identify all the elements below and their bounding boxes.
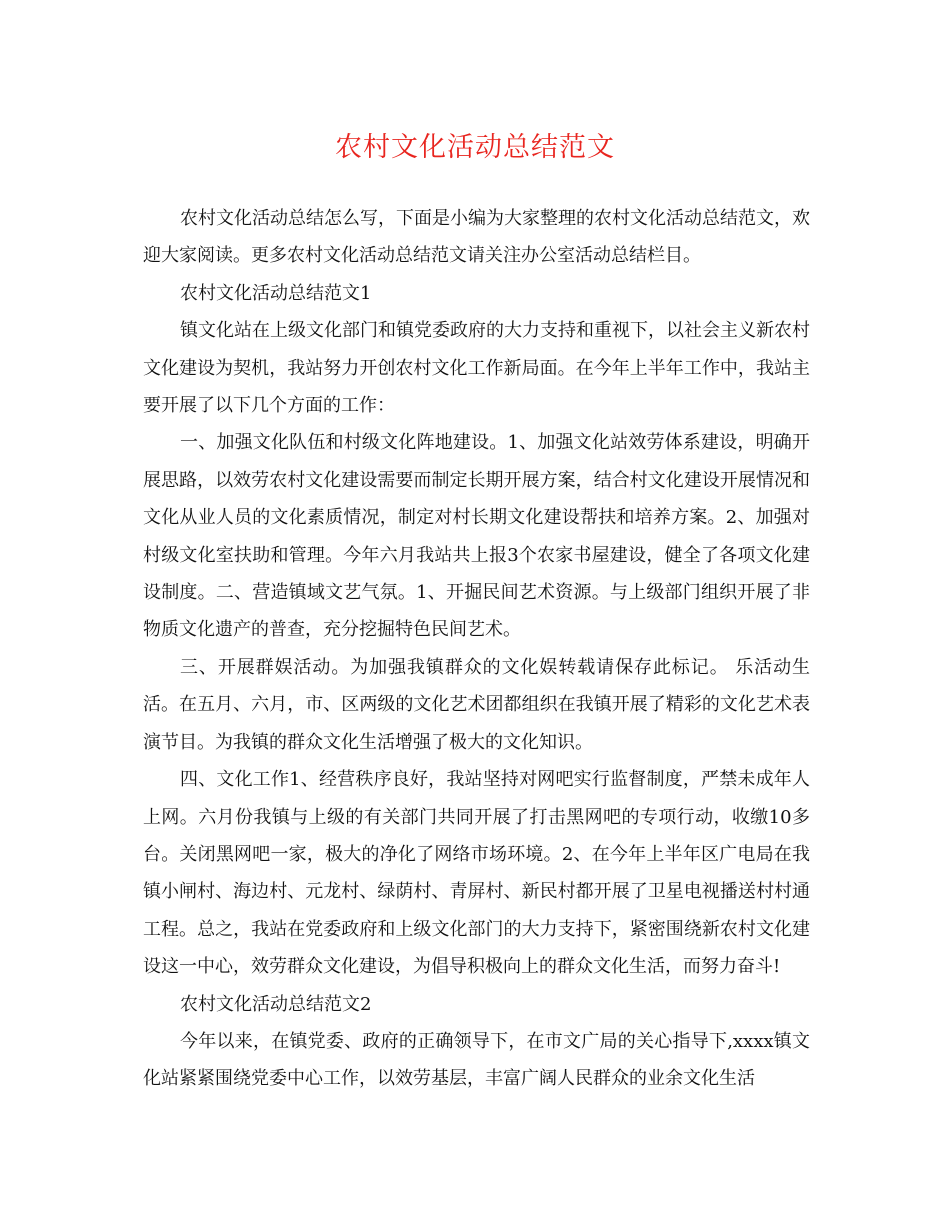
section-heading-1: 农村文化活动总结范文1 (180, 282, 372, 304)
document-title: 农村文化活动总结范文 (335, 132, 615, 163)
document-body (143, 200, 810, 1098)
paragraph-1-part-three: 三、开展群娱活动。为加强我镇群众的文化娱转载请保存此标记。 乐活动生活。在五月、六月，市、区两级的文化艺术团都组织在我镇开展了精彩的文化艺术表演节目。为我镇的群众文化生活增强了极大的文化知识。 (143, 656, 810, 753)
paragraph-1-part-one: 一、加强文化队伍和村级文化阵地建设。1、加强文化站效劳体系建设，明确开展思路，以效劳农村文化建设需要而制定长期开展方案，结合村文化建设开展情况和文化从业人员的文化素质情况，制定对村长期文化建设帮扶和培养方案。2、加强对村级文化室扶助和管理。今年六月我站共上报3个农家书屋建设，健全了各项文化建设制度。二、营造镇域文艺气氛。1、开掘民间艺术资源。与上级部门组织开展了非物质文化遗产的普查，充分挖掘特色民间艺术。 (143, 432, 810, 641)
section-heading-2: 农村文化活动总结范文2 (180, 993, 372, 1015)
paragraph-2-intro: 今年以来，在镇党委、政府的正确领导下，在市文广局的关心指导下,xxxx镇文化站紧紧围绕党委中心工作，以效劳基层，丰富广阔人民群众的业余文化生活 (143, 1030, 810, 1090)
paragraph-1-part-four: 四、文化工作1、经营秩序良好，我站坚持对网吧实行监督制度，严禁未成年人上网。六月份我镇与上级的有关部门共同开展了打击黑网吧的专项行动，收缴10多台。关闭黑网吧一家，极大的净化了网络市场环境。2、在今年上半年区广电局在我镇小闸村、海边村、元龙村、绿荫村、青屏村、新民村都开展了卫星电视播送村村通工程。总之，我站在党委政府和上级文化部门的大力支持下，紧密围绕新农村文化建设这一中心，效劳群众文化建设，为倡导积极向上的群众文化生活，而努力奋斗! (143, 769, 810, 978)
paragraph-1-overview: 镇文化站在上级文化部门和镇党委政府的大力支持和重视下，以社会主义新农村文化建设为契机，我站努力开创农村文化工作新局面。在今年上半年工作中，我站主要开展了以下几个方面的工作： (143, 320, 810, 417)
paragraph-intro: 农村文化活动总结怎么写，下面是小编为大家整理的农村文化活动总结范文，欢迎大家阅读。更多农村文化活动总结范文请关注办公室活动总结栏目。 (143, 208, 810, 267)
